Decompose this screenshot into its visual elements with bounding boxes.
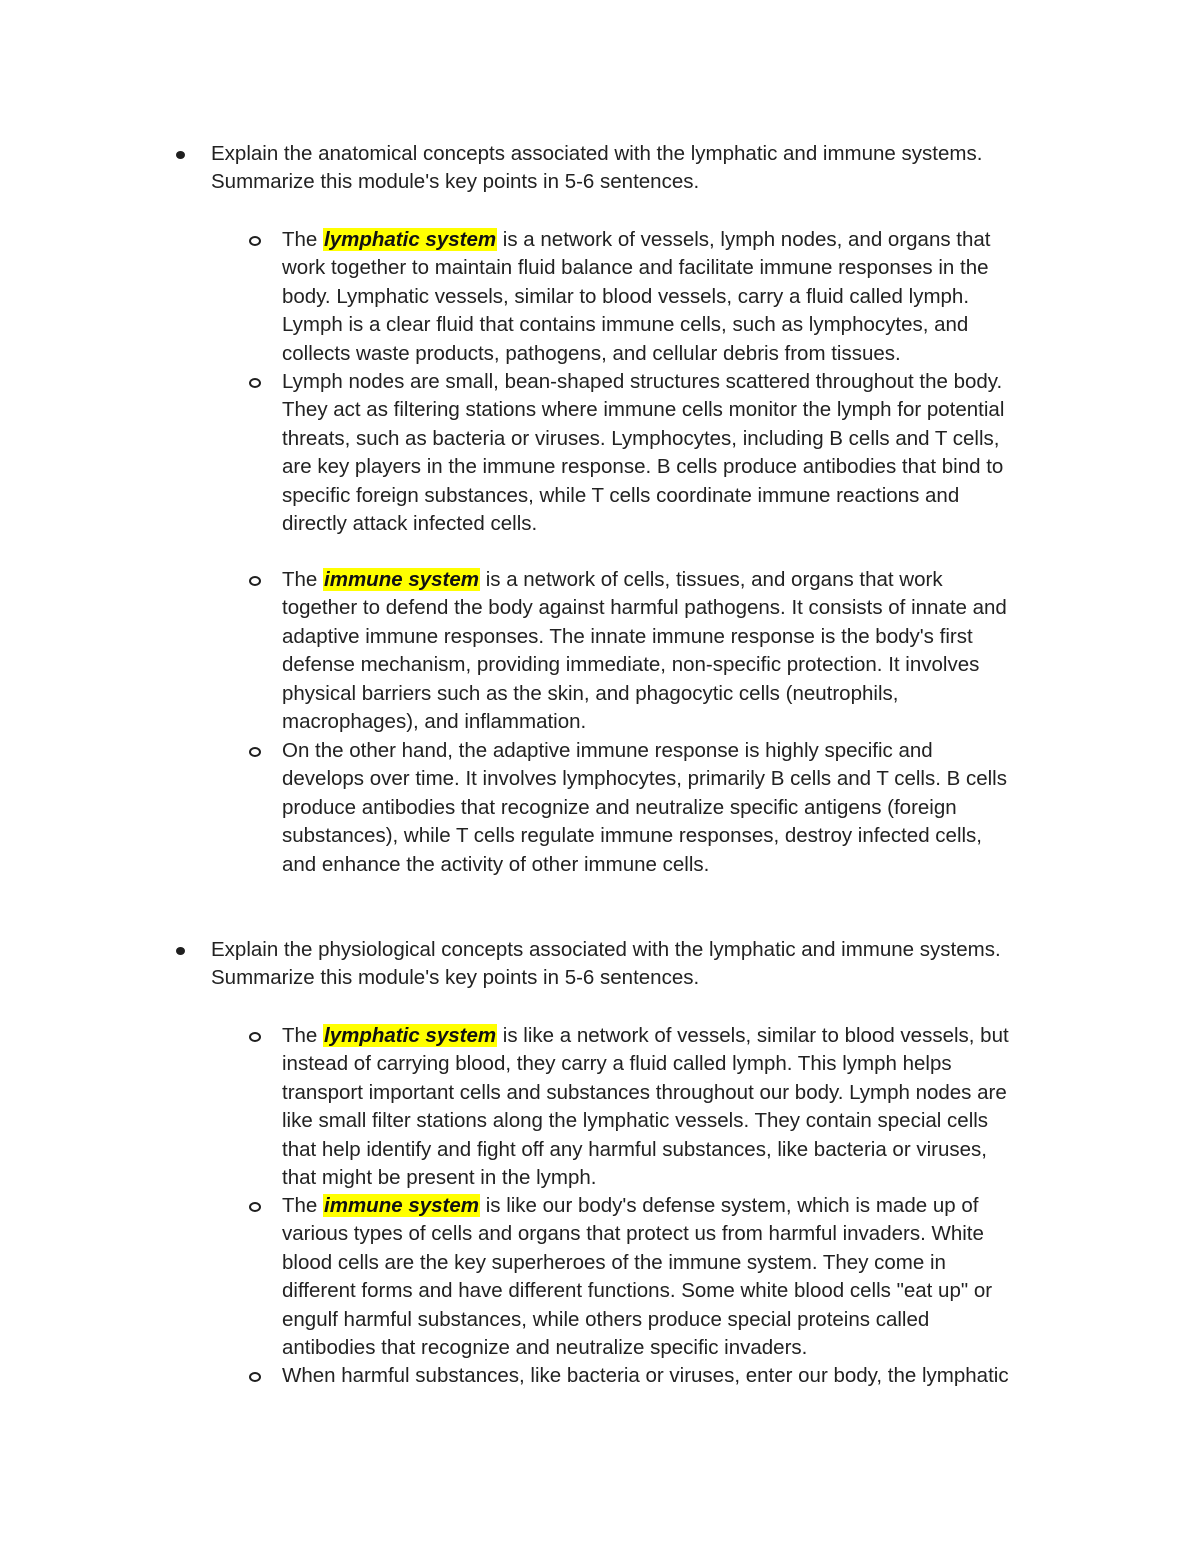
circle-bullet-icon bbox=[249, 236, 261, 246]
item-line: collects waste products, pathogens, and cellular debris from tissues. bbox=[282, 341, 901, 365]
first-line-rest: is a network of vessels, lymph nodes, and organs that bbox=[502, 228, 991, 251]
item-line: are key players in the immune response. B cells produce antibodies that bind to bbox=[282, 455, 1004, 479]
item-line: like small filter stations along the lymphatic vessels. They contain special cells bbox=[282, 1109, 989, 1133]
item-line: macrophages), and inflammation. bbox=[282, 709, 587, 733]
item-line: and enhance the activity of other immune cells. bbox=[282, 852, 710, 876]
first-line-rest: is a network of cells, tissues, and organs that work bbox=[485, 568, 943, 591]
item-first-line bbox=[282, 566, 1082, 594]
item-line: They act as filtering stations where immune cells monitor the lymph for potential bbox=[282, 398, 1005, 422]
circle-bullet-icon bbox=[249, 747, 261, 757]
circle-bullet-icon bbox=[249, 1372, 261, 1382]
section2-heading-line: Summarize this module's key points in 5-6 sentences. bbox=[211, 966, 700, 990]
item-line: Lymph nodes are small, bean-shaped structures scattered throughout the body. bbox=[282, 370, 1003, 393]
item-line: blood cells are the key superheroes of the immune system. They come in bbox=[282, 1250, 946, 1274]
item-first-line bbox=[282, 1192, 1082, 1220]
item-line: produce antibodies that recognize and neutralize specific antigens (foreign bbox=[282, 795, 957, 819]
lead-word: The bbox=[282, 1194, 318, 1217]
circle-bullet-icon bbox=[249, 378, 261, 388]
circle-bullet-icon bbox=[249, 576, 261, 586]
section1-heading bbox=[211, 140, 1111, 197]
lead-word: The bbox=[282, 1024, 318, 1047]
lead-word: The bbox=[282, 568, 318, 591]
section1-item-2 bbox=[282, 368, 1082, 538]
section1-heading-line: Explain the anatomical concepts associated with the lymphatic and immune systems. bbox=[211, 142, 983, 165]
section1-heading-line: Summarize this module's key points in 5-6 sentences. bbox=[211, 170, 700, 194]
item-line: adaptive immune responses. The innate immune response is the body's first bbox=[282, 624, 973, 648]
lead-word: The bbox=[282, 228, 318, 251]
item-line: transport important cells and substances throughout our body. Lymph nodes are bbox=[282, 1080, 1007, 1104]
item-line: substances), while T cells regulate immune responses, destroy infected cells, bbox=[282, 824, 982, 848]
item-line: On the other hand, the adaptive immune response is highly specific and bbox=[282, 739, 933, 762]
item-line: body. Lymphatic vessels, similar to blood vessels, carry a fluid called lymph. bbox=[282, 284, 970, 308]
bullet-icon bbox=[176, 151, 185, 159]
item-line: together to defend the body against harmful pathogens. It consists of innate and bbox=[282, 596, 1007, 620]
item-line: various types of cells and organs that protect us from harmful invaders. White bbox=[282, 1222, 984, 1246]
section2-heading bbox=[211, 936, 1111, 993]
item-line: work together to maintain fluid balance and facilitate immune responses in the bbox=[282, 256, 989, 280]
item-first-line bbox=[282, 1022, 1082, 1050]
section2-item-2 bbox=[282, 1192, 1082, 1362]
item-line: When harmful substances, like bacteria or viruses, enter our body, the lymphatic bbox=[282, 1364, 1009, 1387]
item-line: physical barriers such as the skin, and phagocytic cells (neutrophils, bbox=[282, 681, 899, 705]
item-line: instead of carrying blood, they carry a fluid called lymph. This lymph helps bbox=[282, 1052, 952, 1076]
circle-bullet-icon bbox=[249, 1032, 261, 1042]
item-line: threats, such as bacteria or viruses. Lymphocytes, including B cells and T cells, bbox=[282, 426, 1000, 450]
item-line: Lymph is a clear fluid that contains immune cells, such as lymphocytes, and bbox=[282, 313, 969, 337]
item-line: specific foreign substances, while T cells coordinate immune reactions and bbox=[282, 483, 960, 507]
section2-item-1 bbox=[282, 1022, 1082, 1192]
item-line: that might be present in the lymph. bbox=[282, 1165, 597, 1189]
section1-item-3 bbox=[282, 566, 1082, 736]
item-line: develops over time. It involves lymphocytes, primarily B cells and T cells. B cells bbox=[282, 767, 1007, 791]
bullet-icon bbox=[176, 947, 185, 955]
first-line-rest: is like a network of vessels, similar to blood vessels, but bbox=[502, 1024, 1009, 1047]
section2-heading-line: Explain the physiological concepts associated with the lymphatic and immune systems. bbox=[211, 938, 1001, 961]
item-first-line bbox=[282, 226, 1082, 254]
first-line-rest: is like our body's defense system, which is made up of bbox=[485, 1194, 979, 1217]
highlighted-term: immune system bbox=[324, 1194, 479, 1217]
item-line: directly attack infected cells. bbox=[282, 511, 538, 535]
item-line: different forms and have different functions. Some white blood cells "eat up" or bbox=[282, 1279, 993, 1303]
highlighted-term: lymphatic system bbox=[324, 228, 497, 251]
item-line: antibodies that recognize and neutralize specific invaders. bbox=[282, 1335, 808, 1359]
section2-item-3 bbox=[282, 1362, 1082, 1390]
item-line: that help identify and fight off any harmful substances, like bacteria or viruses, bbox=[282, 1137, 987, 1161]
highlighted-term: lymphatic system bbox=[324, 1024, 497, 1047]
highlighted-term: immune system bbox=[324, 568, 479, 591]
item-line: engulf harmful substances, while others produce special proteins called bbox=[282, 1307, 930, 1331]
section1-item-4 bbox=[282, 737, 1082, 879]
item-line: defense mechanism, providing immediate, non-specific protection. It involves bbox=[282, 653, 980, 677]
circle-bullet-icon bbox=[249, 1202, 261, 1212]
section1-item-1 bbox=[282, 226, 1082, 368]
